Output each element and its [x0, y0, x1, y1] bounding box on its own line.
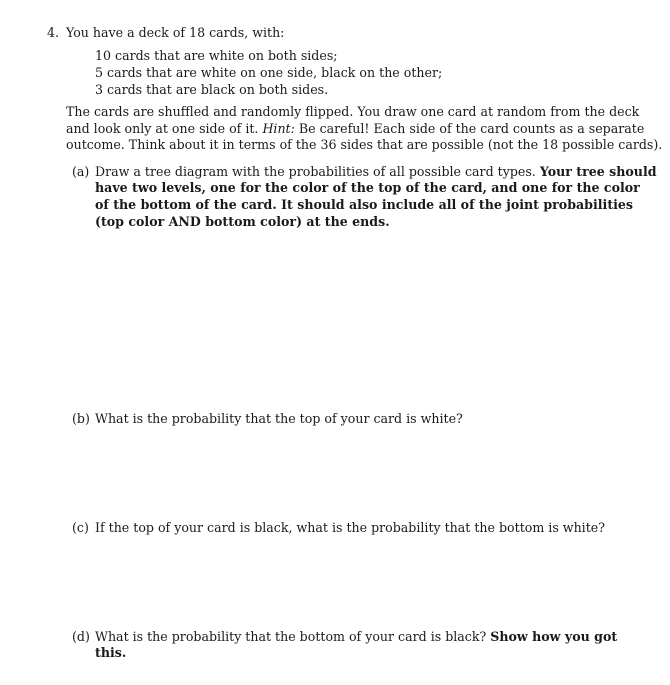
part-a-line-4: (top color AND bottom color) at the ends.: [95, 214, 390, 229]
paragraph-line-1: The cards are shuffled and randomly flipped. You draw one card at random from the deck: [66, 104, 640, 119]
part-a-line-1-plain: Draw a tree diagram with the probabilities of all possible card types.: [95, 164, 536, 179]
card-type-black-both: 3 cards that are black on both sides.: [95, 82, 329, 97]
part-d-line-1-plain: What is the probability that the bottom of your card is black?: [95, 629, 487, 644]
part-a-line-1-bold: Your tree should: [539, 164, 657, 179]
part-d-line-1: [95, 629, 617, 645]
paragraph-line-2-pre: and look only at one side of it.: [66, 121, 259, 136]
part-b-label: (b): [72, 411, 90, 426]
part-a-label: (a): [72, 164, 90, 179]
part-d-label: (d): [72, 629, 90, 644]
part-b-text: What is the probability that the top of your card is white?: [95, 411, 463, 426]
part-d-line-2: this.: [95, 645, 127, 660]
card-type-white-both: 10 cards that are white on both sides;: [95, 48, 338, 63]
paragraph-line-2: [66, 121, 644, 137]
card-type-mixed: 5 cards that are white on one side, black on the other;: [95, 65, 443, 80]
hint-label: Hint:: [262, 121, 295, 136]
part-a-line-2: have two levels, one for the color of the top of the card, and one for the color: [95, 180, 640, 195]
part-c-label: (c): [72, 520, 89, 535]
part-c-text: If the top of your card is black, what is the probability that the bottom is white?: [95, 520, 605, 535]
paragraph-line-3: outcome. Think about it in terms of the 36 sides that are possible (not the 18 possible cards).: [66, 137, 663, 152]
part-a-line-3: of the bottom of the card. It should also include all of the joint probabilities: [95, 197, 634, 212]
problem-intro: You have a deck of 18 cards, with:: [66, 25, 285, 40]
paragraph-line-2-post: Be careful! Each side of the card counts as a separate: [298, 121, 645, 136]
problem-number: 4.: [47, 25, 60, 40]
part-a-line-1: [95, 164, 657, 180]
part-d-line-1-bold: Show how you got: [490, 629, 618, 644]
